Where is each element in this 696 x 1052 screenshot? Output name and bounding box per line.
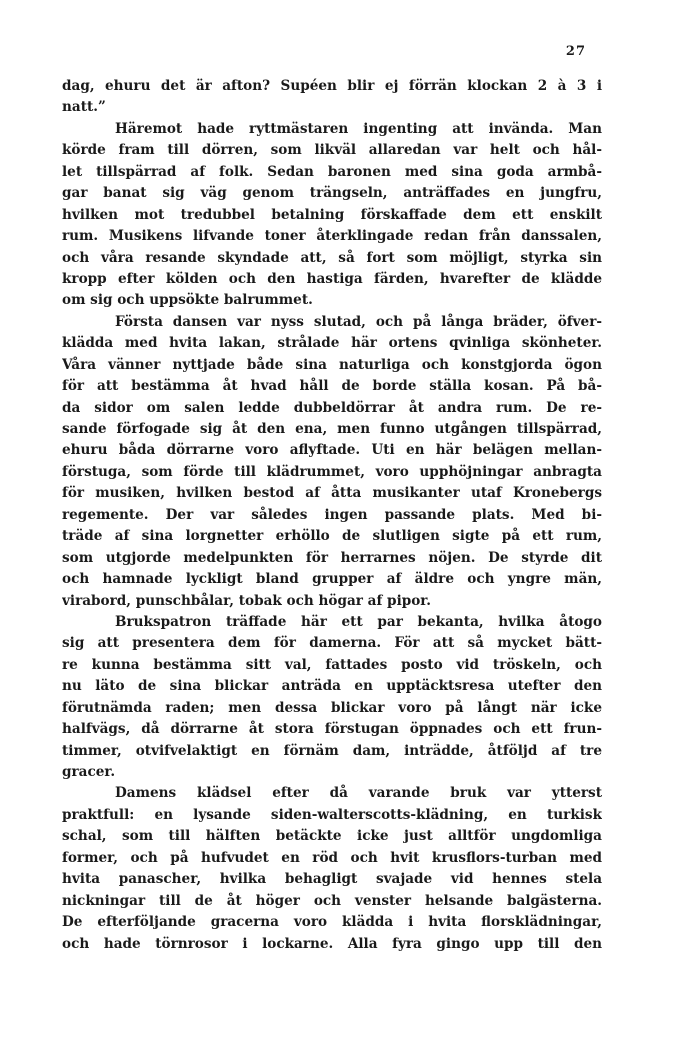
text-line: träde af sina lorgnetter erhöllo de slutligen sigte på ett rum, xyxy=(62,528,602,545)
text-line: och hamnade lyckligt bland grupper af äldre och yngre män, xyxy=(62,571,602,588)
text-line: och hade törnrosor i lockarne. Alla fyra gingo upp till den xyxy=(62,935,602,952)
text-line: som utgjorde medelpunkten för herrarnes nöjen. De styrde dit xyxy=(62,549,602,566)
text-line: förutnämda raden; men dessa blickar voro på långt när icke xyxy=(62,699,602,716)
text-line: Brukspatron träffade här ett par bekanta, hvilka åtogo xyxy=(115,613,602,630)
text-line: ehuru båda dörrarne voro aflyftade. Uti en här belägen mellan- xyxy=(62,442,602,459)
text-line: former, och på hufvudet en röd och hvit krusflors-turban med xyxy=(62,849,602,866)
text-line: kropp efter kölden och den hastiga färden, hvarefter de klädde xyxy=(62,270,602,287)
text-line: Första dansen var nyss slutad, och på långa bräder, öfver- xyxy=(115,313,602,330)
text-line: hvita panascher, hvilka behagligt svajade vid hennes stela xyxy=(62,871,602,888)
text-line: virabord, punschbålar, tobak och högar af pipor. xyxy=(62,592,431,609)
text-line: förstuga, som förde till klädrummet, voro upphöjningar anbragta xyxy=(62,463,602,480)
text-line: timmer, otvifvelaktigt en förnäm dam, inträdde, åtföljd af tre xyxy=(62,742,602,759)
body-text xyxy=(62,76,602,955)
text-line: och våra resande skyndade att, så fort som möjligt, styrka sin xyxy=(62,249,602,266)
text-line: dag, ehuru det är afton? Supéen blir ej förrän klockan 2 à 3 i xyxy=(62,78,602,94)
text-line: nickningar till de åt höger och venster helsande balgästerna. xyxy=(62,892,602,909)
text-line: Våra vänner nyttjade både sina naturliga och konstgjorda ögon xyxy=(62,356,602,373)
text-line: sande förfogade sig åt den ena, men funno utgången tillspärrad, xyxy=(62,421,602,437)
text-line: gar banat sig väg genom trängseln, anträffades en jungfru, xyxy=(62,185,602,202)
text-line: rum. Musikens lifvande toner återklingade redan från danssalen, xyxy=(62,228,602,245)
text-line: gracer. xyxy=(62,764,116,780)
text-line: regemente. Der var således ingen passande plats. Med bi- xyxy=(62,506,602,523)
page-number: 27 xyxy=(565,44,586,59)
text-line: sig att presentera dem för damerna. För att så mycket bätt- xyxy=(62,635,602,652)
text-line: för att bestämma åt hvad håll de borde ställa kosan. På bå- xyxy=(62,378,602,395)
text-line: let tillspärrad af folk. Sedan baronen med sina goda armbå- xyxy=(62,163,602,180)
text-line: Häremot hade ryttmästaren ingenting att invända. Man xyxy=(115,120,602,137)
text-line: nu läto de sina blickar anträda en upptäcktsresa utefter den xyxy=(62,678,602,695)
text-line: halfvägs, då dörrarne åt stora förstugan öppnades och ett frun- xyxy=(62,721,602,738)
text-line: för musiken, hvilken bestod af åtta musikanter utaf Kronebergs xyxy=(62,485,602,502)
text-line: da sidor om salen ledde dubbeldörrar åt andra rum. De re- xyxy=(62,399,602,416)
text-line: klädda med hvita lakan, strålade här ortens qvinliga skönheter. xyxy=(62,335,602,352)
text-line: praktfull: en lysande siden-walterscotts-klädning, en turkisk xyxy=(62,806,602,823)
text-line: om sig och uppsökte balrummet. xyxy=(62,292,313,309)
text-line: hvilken mot tredubbel betalning förskaffade dem ett enskilt xyxy=(62,206,602,223)
text-line: re kunna bestämma sitt val, fattades posto vid tröskeln, och xyxy=(62,656,602,673)
text-line: körde fram till dörren, som likväl allaredan var helt och hål- xyxy=(62,142,602,159)
text-line: Damens klädsel efter då varande bruk var ytterst xyxy=(115,785,602,802)
text-line: natt.” xyxy=(62,99,106,116)
text-line: De efterföljande gracerna voro klädda i hvita florsklädningar, xyxy=(62,914,602,931)
text-line: schal, som till hälften betäckte icke just alltför ungdomliga xyxy=(62,828,602,845)
